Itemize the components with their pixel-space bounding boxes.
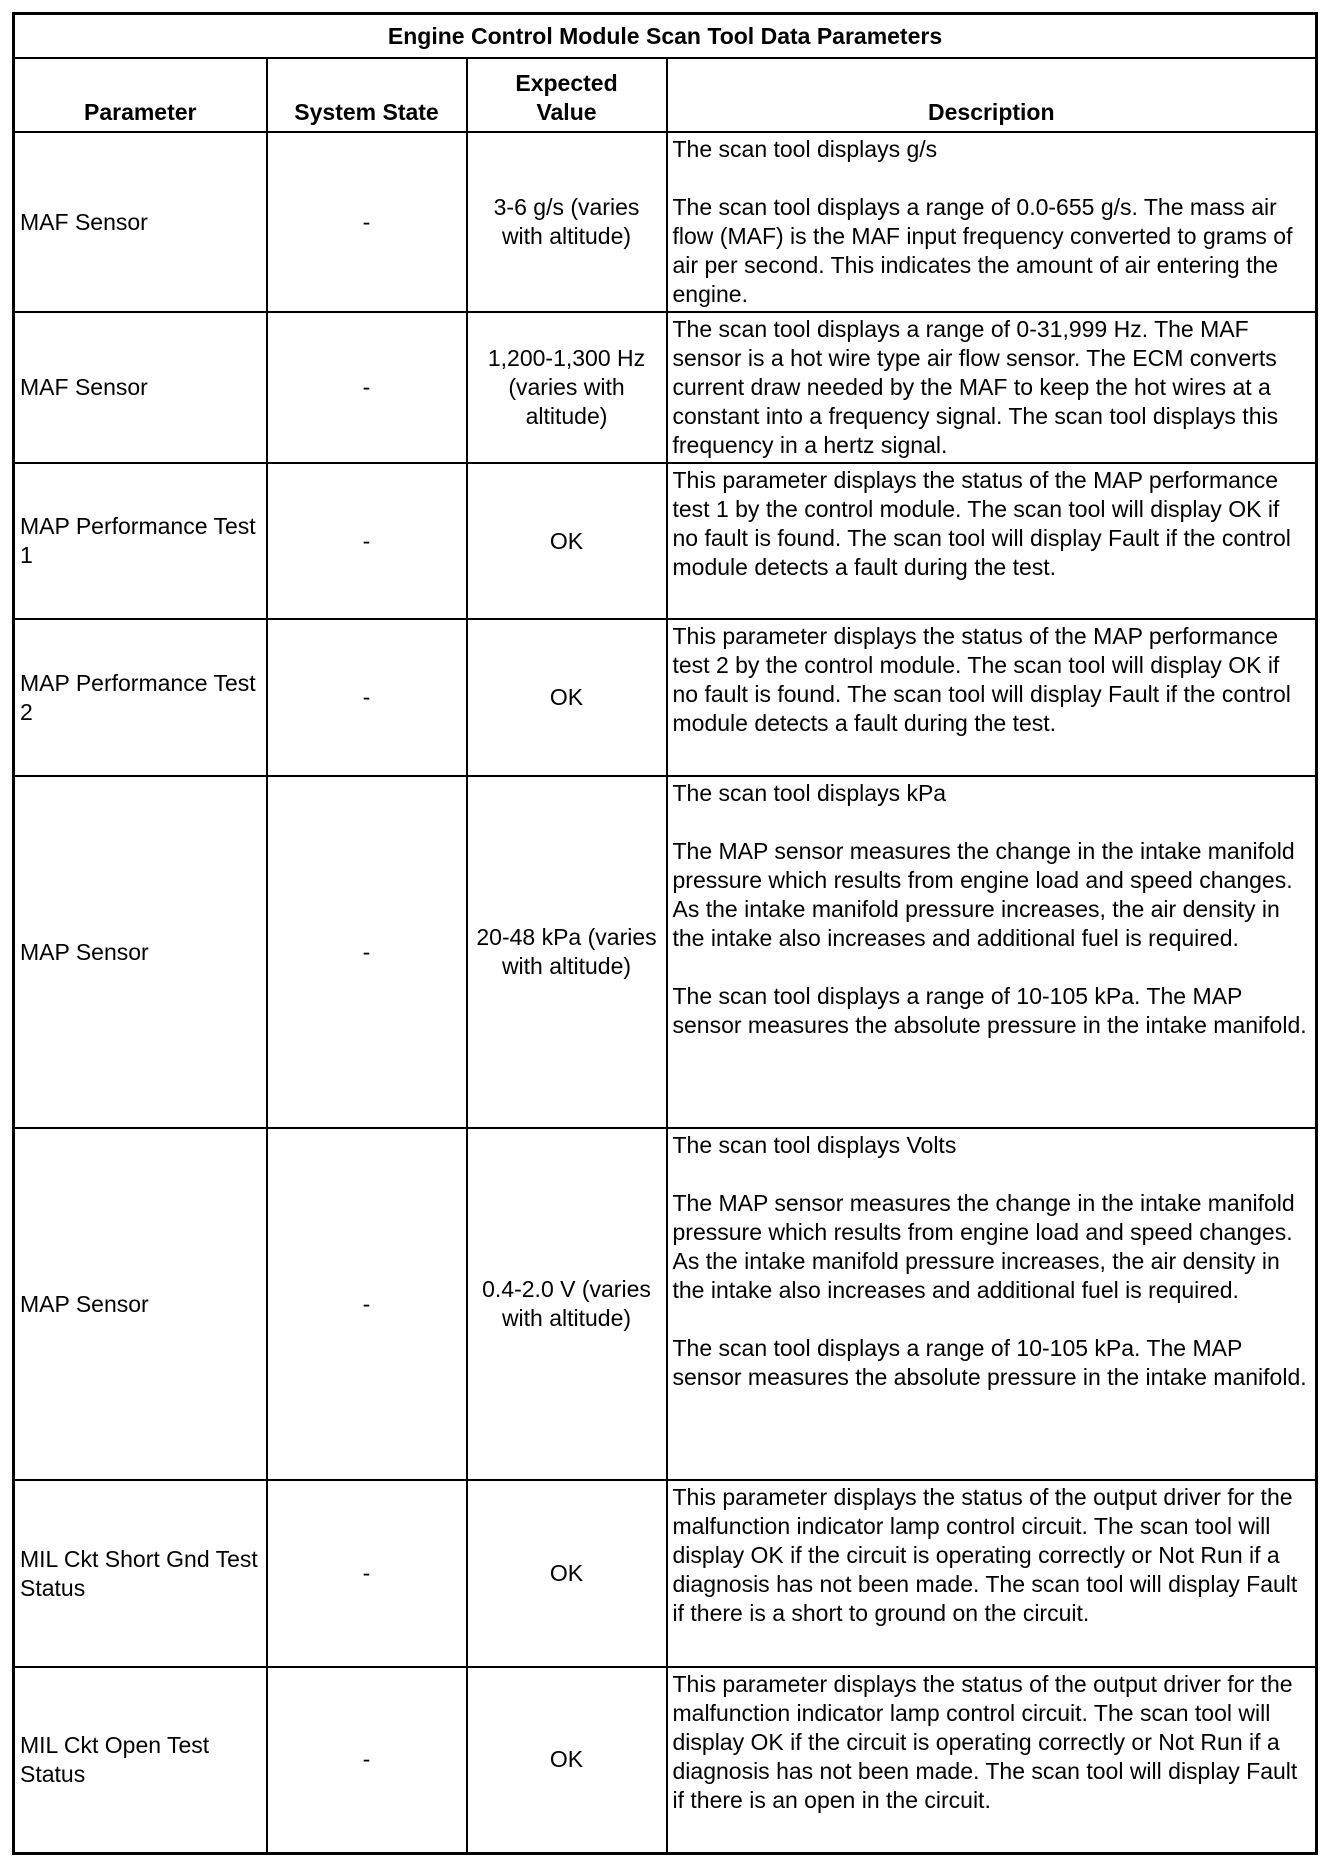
description-cell [667, 1480, 1317, 1667]
parameter-cell: MAP Sensor [14, 776, 267, 1128]
header-expected-value [467, 58, 667, 132]
description-paragraph: The scan tool displays a range of 0-31,999 Hz. The MAF sensor is a hot wire type air flow sensor. The ECM converts current draw needed by the MAF to keep the hot wires at a constant into a frequency signal. The scan tool displays this frequency in a hertz signal. [672, 316, 1279, 458]
scan-tool-data-table [12, 12, 1318, 1855]
table-title: Engine Control Module Scan Tool Data Parameters [14, 14, 1317, 59]
parameter-cell: MAP Performance Test 2 [14, 619, 267, 776]
system-state-cell: - [267, 619, 467, 776]
description-cell [667, 463, 1317, 619]
parameter-cell: MAP Sensor [14, 1128, 267, 1480]
header-row [14, 58, 1317, 132]
header-expected-value-line2: Value [536, 99, 597, 125]
header-system-state: System State [267, 58, 467, 132]
table-row [14, 1667, 1317, 1853]
header-parameter: Parameter [14, 58, 267, 132]
description-cell [667, 1128, 1317, 1480]
description-paragraph: This parameter displays the status of the output driver for the malfunction indicator lamp control circuit. The scan tool will display OK if the circuit is operating correctly or Not Run if a diagnosis has not been made. The scan tool will display Fault if there is an open in the circuit. [672, 1671, 1298, 1813]
system-state-cell: - [267, 1480, 467, 1667]
description-paragraph: This parameter displays the status of the output driver for the malfunction indicator lamp control circuit. The scan tool will display OK if the circuit is operating correctly or Not Run if a diagnosis has not been made. The scan tool will display Fault if there is a short to ground on the circuit. [672, 1484, 1298, 1626]
parameter-cell: MAP Performance Test 1 [14, 463, 267, 619]
table-row [14, 619, 1317, 776]
description-paragraph: The MAP sensor measures the change in the intake manifold pressure which results from engine load and speed changes. As the intake manifold pressure increases, the air density in the intake also increases and additional fuel is required. [672, 1190, 1295, 1303]
description-paragraph: The scan tool displays a range of 10-105 kPa. The MAP sensor measures the absolute pressure in the intake manifold. [672, 983, 1307, 1038]
description-cell [667, 312, 1317, 463]
description-paragraph: The scan tool displays a range of 0.0-655 g/s. The mass air flow (MAF) is the MAF input frequency converted to grams of air per second. This indicates the amount of air entering the engine. [672, 194, 1293, 307]
system-state-cell: - [267, 132, 467, 312]
description-paragraph: This parameter displays the status of the MAP performance test 1 by the control module. The scan tool will display OK if no fault is found. The scan tool will display Fault if the control module detects a fault during the test. [672, 467, 1291, 580]
expected-value-cell: OK [467, 1667, 667, 1853]
table-row [14, 776, 1317, 1128]
parameter-cell: MAF Sensor [14, 312, 267, 463]
table-row [14, 312, 1317, 463]
title-row [14, 14, 1317, 59]
expected-value-cell: 0.4-2.0 V (varies with altitude) [467, 1128, 667, 1480]
table-row [14, 1128, 1317, 1480]
expected-value-cell: 3-6 g/s (varies with altitude) [467, 132, 667, 312]
expected-value-cell: OK [467, 463, 667, 619]
table-row [14, 1480, 1317, 1667]
description-cell [667, 776, 1317, 1128]
expected-value-cell: 1,200-1,300 Hz (varies with altitude) [467, 312, 667, 463]
description-cell [667, 619, 1317, 776]
description-paragraph: The scan tool displays kPa [672, 780, 947, 806]
description-cell [667, 1667, 1317, 1853]
expected-value-cell: OK [467, 1480, 667, 1667]
system-state-cell: - [267, 1667, 467, 1853]
system-state-cell: - [267, 463, 467, 619]
expected-value-cell: 20-48 kPa (varies with altitude) [467, 776, 667, 1128]
description-paragraph: This parameter displays the status of the MAP performance test 2 by the control module. The scan tool will display OK if no fault is found. The scan tool will display Fault if the control module detects a fault during the test. [672, 623, 1291, 736]
system-state-cell: - [267, 1128, 467, 1480]
parameter-cell: MIL Ckt Short Gnd Test Status [14, 1480, 267, 1667]
expected-value-cell: OK [467, 619, 667, 776]
table-row [14, 463, 1317, 619]
table-row [14, 132, 1317, 312]
system-state-cell: - [267, 312, 467, 463]
parameter-cell: MAF Sensor [14, 132, 267, 312]
description-paragraph: The scan tool displays Volts [672, 1132, 957, 1158]
description-paragraph: The MAP sensor measures the change in the intake manifold pressure which results from engine load and speed changes. As the intake manifold pressure increases, the air density in the intake also increases and additional fuel is required. [672, 838, 1295, 951]
parameter-cell: MIL Ckt Open Test Status [14, 1667, 267, 1853]
system-state-cell: - [267, 776, 467, 1128]
description-cell [667, 132, 1317, 312]
description-paragraph: The scan tool displays g/s [672, 136, 938, 162]
header-description: Description [667, 58, 1317, 132]
description-paragraph: The scan tool displays a range of 10-105 kPa. The MAP sensor measures the absolute pressure in the intake manifold. [672, 1335, 1307, 1390]
header-expected-value-line1: Expected [515, 70, 618, 96]
